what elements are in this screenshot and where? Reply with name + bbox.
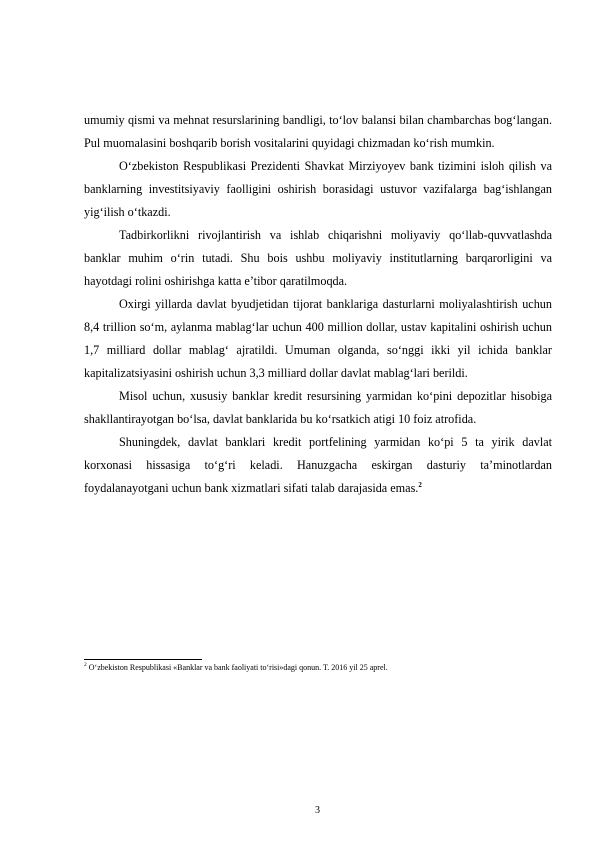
- footnote-divider: [84, 659, 202, 660]
- paragraph-3: Tadbirkorlikni rivojlantirish va ishlab chiqarishni moliyaviy qo‘llab-quvvatlashda banklar muhim o‘rin tutadi. Shu bois ushbu moliyaviy institutlarning barqarorligini va hayotdagi rolini oshirishga katta e’tibor qaratilmoqda.: [84, 228, 552, 288]
- footnote-reference[interactable]: 2: [418, 480, 422, 489]
- body-text: [84, 109, 552, 500]
- page-number: 3: [315, 805, 320, 816]
- footnote-text: O‘zbekiston Respublikasi «Banklar va bank faoliyati to‘risi»dagi qonun. T. 2016 yil 25 aprel.: [88, 663, 388, 672]
- footnote: [84, 663, 554, 673]
- paragraph-5: Misol uchun, xususiy banklar kredit resursining yarmidan ko‘pini depozitlar hisobiga shakllantirayotgan bo‘lsa, davlat banklarida bu ko‘rsatkich atigi 10 foiz atrofida.: [84, 389, 552, 426]
- paragraph-6: [84, 431, 552, 500]
- paragraph-1: umumiy qismi va mehnat resurslarining bandligi, to‘lov balansi bilan chambarchas bog‘langan. Pul muomalasini boshqarib borish vositalarini quyidagi chizmadan ko‘rish mumkin.: [84, 113, 552, 150]
- footnote-mark: 2: [84, 662, 87, 669]
- paragraph-6-text: Shuningdek, davlat banklari kredit portfelining yarmidan ko‘pi 5 ta yirik davlat korxonasi hissasiga to‘g‘ri keladi. Hanuzgacha eskirgan dasturiy ta’minotlardan foydalanayotgani uchun bank xizmatlari sifati talab darajasida emas.: [84, 435, 552, 495]
- paragraph-2: O‘zbekiston Respublikasi Prezidenti Shavkat Mirziyoyev bank tizimini isloh qilish va banklarning investitsiyaviy faolligini oshirish borasidagi ustuvor vazifalarga bag‘ishlangan yig‘ilish o‘tkazdi.: [84, 159, 552, 219]
- paragraph-4: Oxirgi yillarda davlat byudjetidan tijorat banklariga dasturlarni moliyalashtirish uchun 8,4 trillion so‘m, aylanma mablag‘lar uchun 400 million dollar, ustav kapitalini oshirish uchun 1,7 milliard dollar mablag‘ ajratildi. Umuman olganda, so‘nggi ikki yil ichida banklar kapitalizatsiyasini oshirish uchun 3,3 milliard dollar davlat mablag‘lari berildi.: [84, 297, 552, 380]
